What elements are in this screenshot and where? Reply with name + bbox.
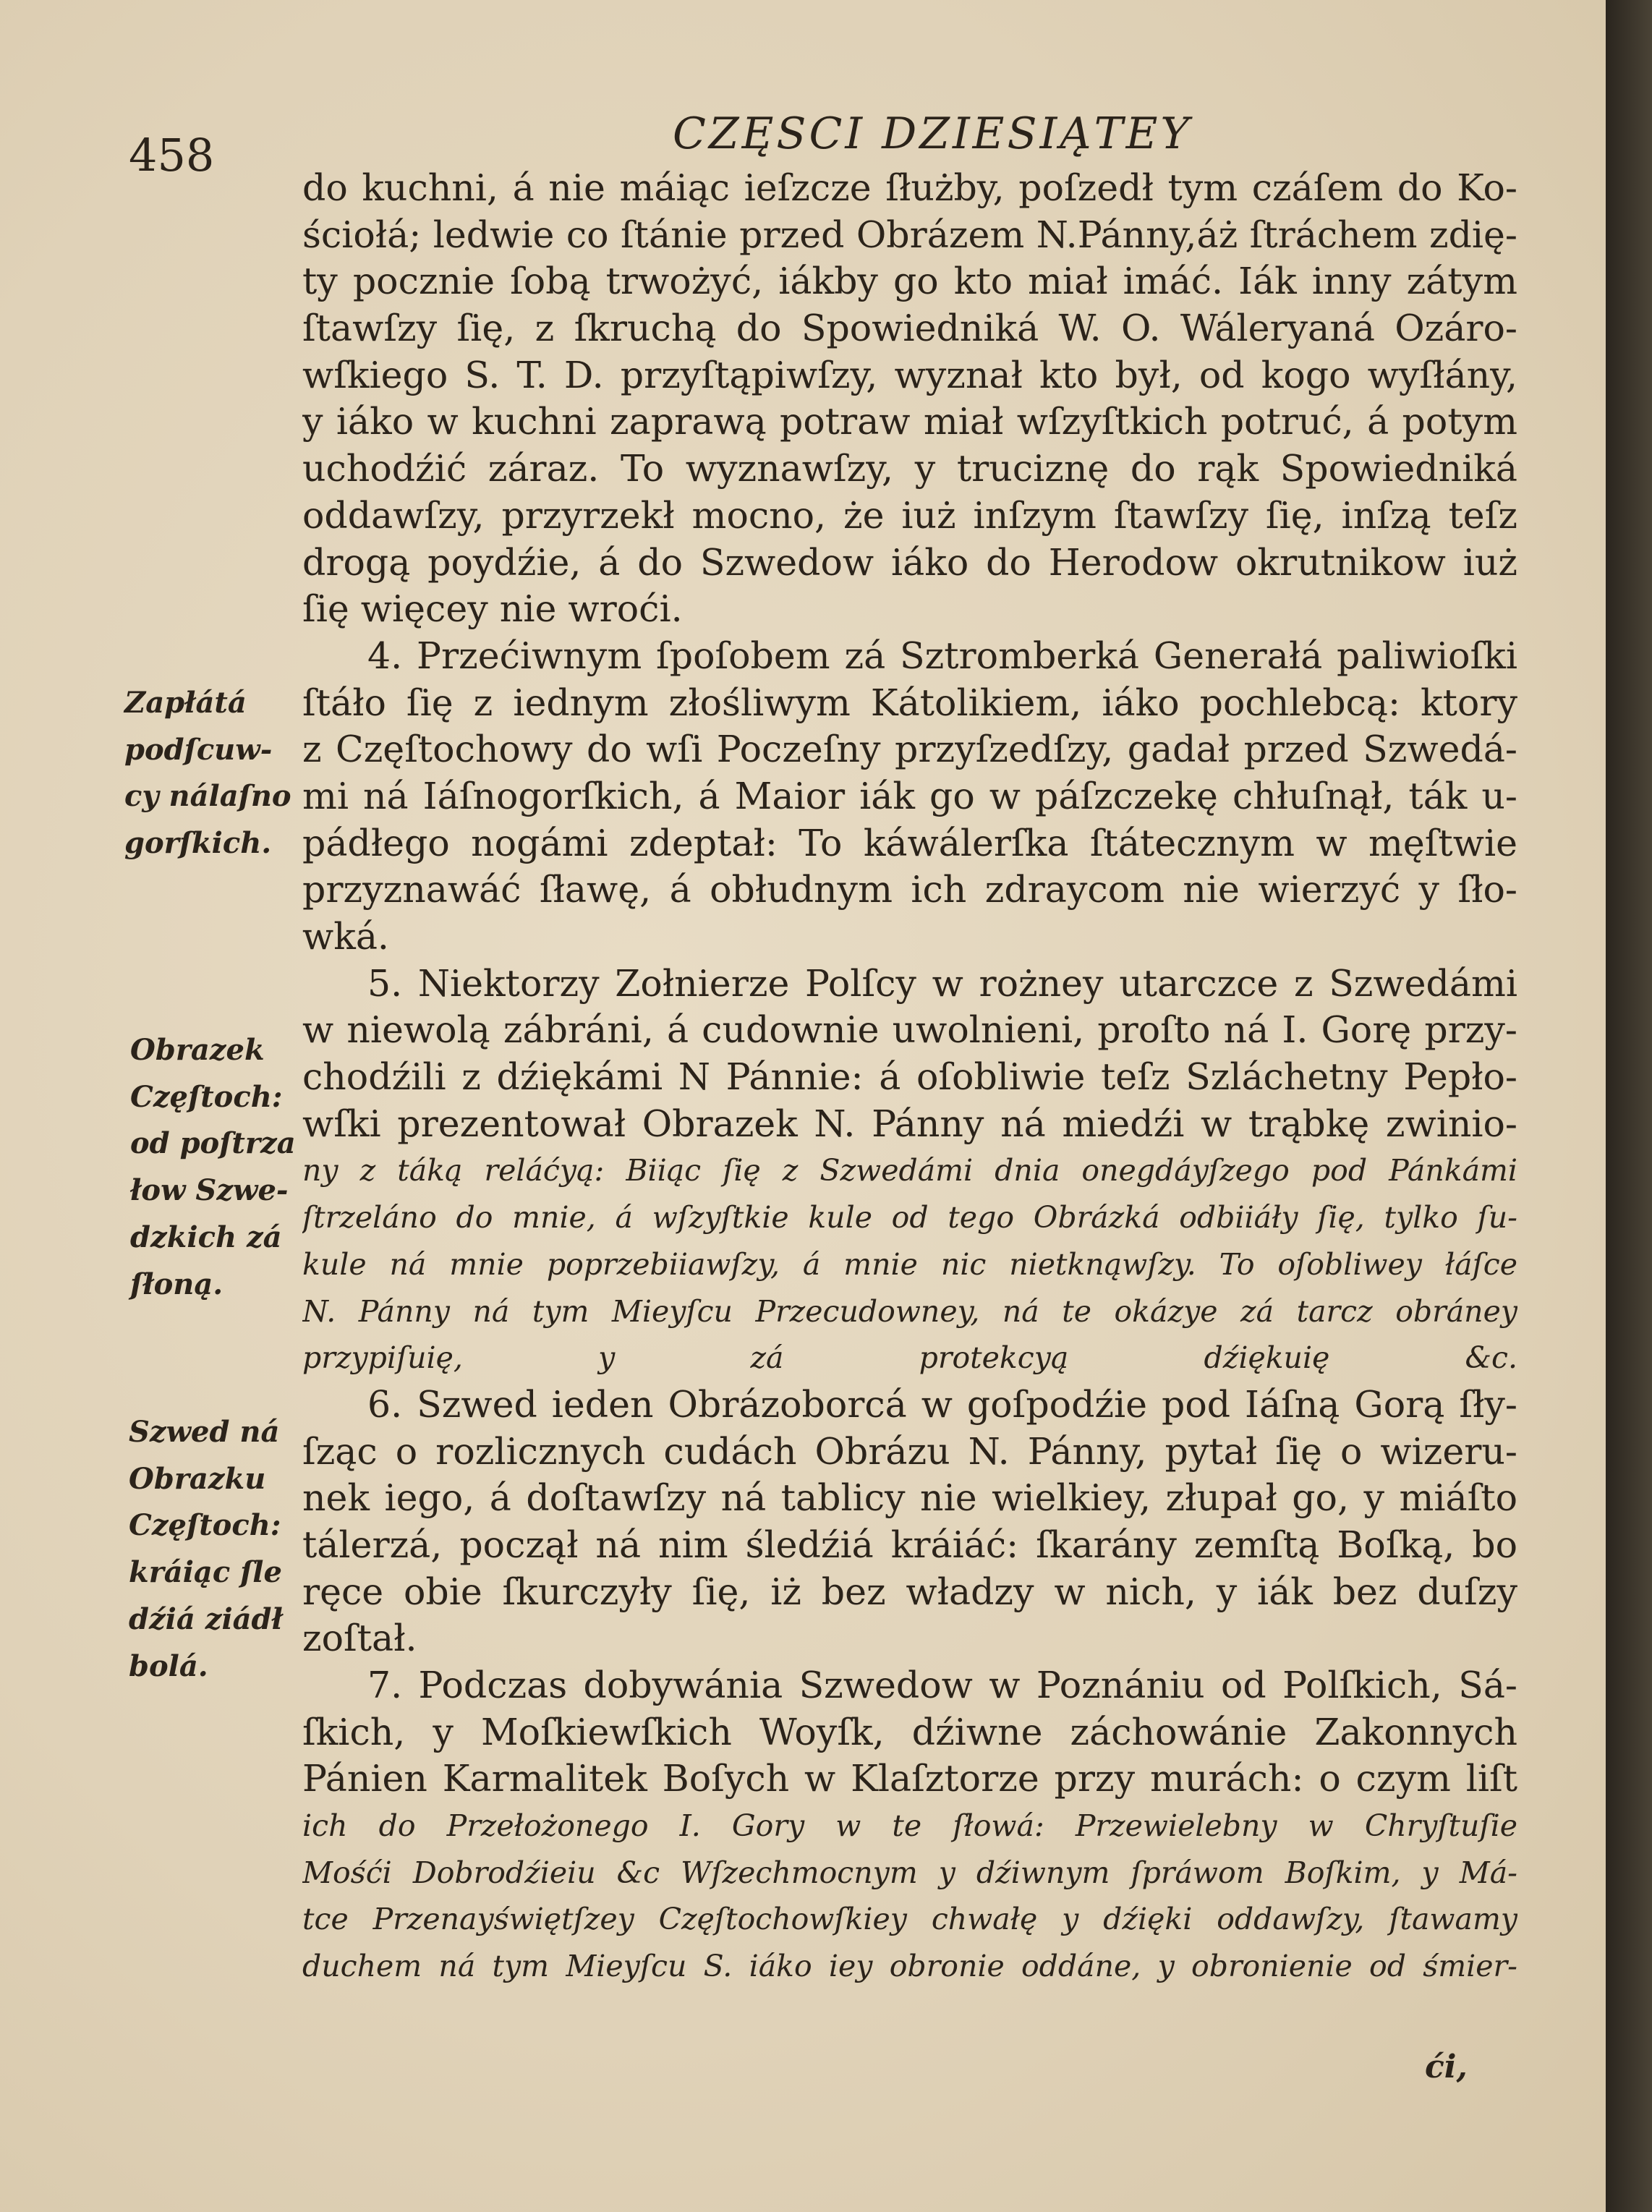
text-line: drogą poydźie, á do Szwedow iáko do Herodow okrutnikow iuż — [302, 540, 1517, 584]
text-line: y iáko w kuchni zaprawą potraw miał wſzyſtkich potruć, á potym — [302, 400, 1517, 443]
marginal-note-line: dzkich zá — [130, 1220, 282, 1254]
page-number: 458 — [129, 129, 215, 182]
text-line: kule ná mnie poprzebiiawſzy, á mnie nic nietknąwſzy. To oſobliwey łáſce — [302, 1246, 1517, 1282]
text-line: ſtrzeláno do mnie, á wſzyſtkie kule od tego Obrázká odbiiáły ſię, tylko ſu- — [302, 1200, 1517, 1235]
text-line: mi ná Iáſnogorſkich, á Maior iák go w páſzczekę chłuſnął, ták u- — [302, 774, 1517, 817]
marginal-note-line: bolá. — [129, 1649, 208, 1683]
text-line: 6. Szwed ieden Obrázoborcá w goſpodźie pod Iáſną Gorą ſły- — [367, 1382, 1517, 1426]
text-line: nek iego, á doſtawſzy ná tablicy nie wielkiey, złupał go, y miáſto — [302, 1476, 1517, 1520]
marginal-note-line: ſłoną. — [130, 1267, 223, 1301]
text-line: ſząc o rozlicznych cudách Obrázu N. Pánny, pytał ſię o wizeru- — [302, 1429, 1517, 1473]
body-text — [302, 165, 1517, 1990]
marginal-note-line: gorſkich. — [124, 826, 272, 861]
text-line: N. Pánny ná tym Mieyſcu Przecudowney, ná te okázye zá tarcz obráney — [302, 1293, 1517, 1329]
marginal-note-line: Częſtoch: — [129, 1508, 281, 1543]
text-line: Pánien Karmalitek Boſych w Klaſztorze przy murách: o czym liſt — [302, 1757, 1517, 1800]
marginal-note-line: Częſtoch: — [130, 1079, 283, 1114]
text-line: pádłego nogámi zdeptał: To káwálerſka ſtátecznym w męſtwie — [302, 821, 1517, 864]
marginal-note-line: cy nálaſno — [124, 779, 291, 814]
text-line: tálerzá, począł ná nim śledźiá kráiáć: ſkarány zemſtą Boſką, bo — [302, 1523, 1517, 1566]
marginal-note-line: dźiá ziádł — [129, 1601, 283, 1636]
text-line: ſtawſzy ſię, z ſkruchą do Spowiedniká W. O. Wáleryaná Ozáro- — [302, 307, 1517, 350]
running-head: CZĘSCI DZIESIĄTEY — [673, 109, 1193, 159]
text-line: ſię więcey nie wroći. — [302, 587, 683, 631]
text-line: tce Przenayświętſzey Częſtochowſkiey chwałę y dźięki oddawſzy, ſtawamy — [302, 1902, 1517, 1937]
text-line: ny z táką reláćyą: Biiąc ſię z Szwedámi dnia onegdáyſzego pod Pánkámi — [302, 1153, 1517, 1188]
marginal-note-line: podſcuw- — [124, 732, 273, 767]
marginal-note-1 — [124, 680, 291, 867]
text-line: wſki prezentował Obrazek N. Pánny ná miedźi w trąbkę zwinio- — [302, 1102, 1517, 1145]
marginal-note-line: Szwed ná — [129, 1415, 280, 1449]
marginal-note-3 — [129, 1409, 283, 1690]
text-line: chodźili z dźiękámi N Pánnie: á oſobliwie teſz Szláchetny Pepło- — [302, 1055, 1517, 1099]
text-line: oddawſzy, przyrzekł mocno, że iuż inſzym ſtawſzy ſię, inſzą teſz — [302, 493, 1517, 537]
text-line: 7. Podczas dobywánia Szwedow w Poznániu od Polſkich, Sá- — [367, 1664, 1517, 1706]
binding-gutter — [1606, 0, 1652, 2212]
text-line: uchodźić záraz. To wyznawſzy, y truciznę do rąk Spowiedniká — [302, 447, 1517, 490]
text-line: ſkich, y Moſkiewſkich Woyſk, dźiwne záchowánie Zakonnych — [302, 1710, 1517, 1753]
text-line: ściołá; ledwie co ſtánie przed Obrázem N.Pánny,áż ſtráchem zdię- — [302, 213, 1517, 256]
text-line: 5. Niektorzy Zołnierze Polſcy w rożney utarczce z Szwedámi — [367, 961, 1517, 1005]
text-line: 4. Przećiwnym ſpoſobem zá Sztromberká Generałá paliwioſki — [367, 634, 1517, 677]
text-line: ty pocznie ſobą trwożyć, iákby go kto miał imáć. Iák inny zátym — [302, 260, 1517, 303]
marginal-note-line: od poſtrza — [130, 1126, 296, 1161]
text-line: przypiſuię, y zá protekcyą dźiękuię &c. — [302, 1340, 1517, 1376]
marginal-note-line: łow Szwe- — [130, 1173, 289, 1208]
marginal-note-line: Zapłátá — [124, 686, 247, 720]
marginal-note-2 — [130, 1027, 296, 1308]
text-line: z Częſtochowy do wſi Poczeſny przyſzedſzy, gadał przed Szwedá- — [302, 728, 1517, 771]
text-line: wká. — [302, 915, 389, 958]
text-line: do kuchni, á nie máiąc ieſzcze ſłużby, poſzedł tym czáſem do Ko- — [302, 166, 1517, 209]
text-line: ręce obie ſkurczyły ſię, iż bez władzy w nich, y iák bez duſzy — [302, 1570, 1517, 1613]
text-line: ſtáło ſię z iednym złośliwym Kátolikiem, iáko pochlebcą: ktory — [302, 681, 1517, 724]
marginal-note-line: Obrazek — [130, 1033, 265, 1067]
text-line: wſkiego S. T. D. przyſtąpiwſzy, wyznał kto był, od kogo wyſłány, — [302, 353, 1517, 396]
marginal-note-line: kráiąc ſle — [129, 1555, 282, 1590]
text-line: Mośći Dobrodźieiu &c Wſzechmocnym y dźiwnym ſpráwom Boſkim, y Má- — [302, 1855, 1517, 1890]
text-line: duchem ná tym Mieyſcu S. iáko iey obronie oddáne, y obronienie od śmier- — [302, 1949, 1517, 1984]
text-line: zoſtał. — [302, 1617, 417, 1660]
text-line: w niewolą zábráni, á cudownie uwolnieni, proſto ná I. Gorę przy- — [302, 1008, 1517, 1052]
text-line: ich do Przełożonego I. Gory w te ſłowá: Przewielebny w Chryſtuſie — [302, 1808, 1517, 1844]
catchword: ći, — [1425, 2049, 1468, 2085]
text-line: przyznawáć ſławę, á obłudnym ich zdraycom nie wierzyć y ſło- — [302, 868, 1517, 911]
marginal-note-line: Obrazku — [129, 1461, 266, 1496]
